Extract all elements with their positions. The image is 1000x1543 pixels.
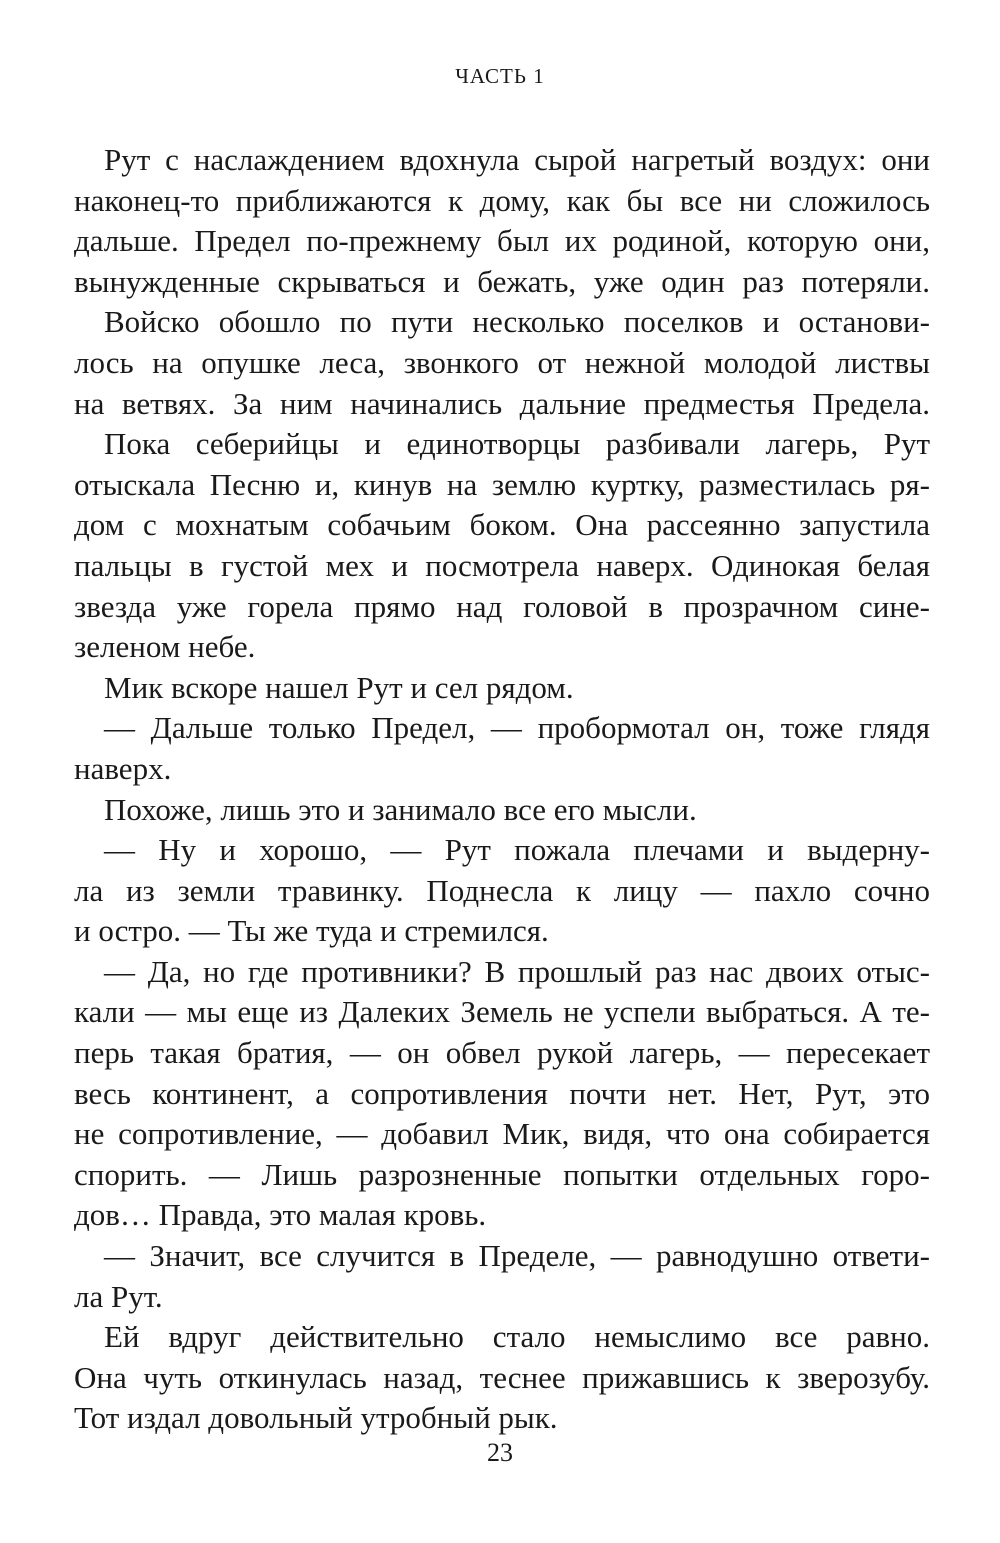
body-text [74, 140, 930, 1439]
running-header: ЧАСТЬ 1 [455, 64, 545, 88]
text-line: Похоже, лишь это и занимало все его мысли. [104, 791, 697, 827]
text-line: кали — мы еще из Далеких Земель не успели выбраться. А те- [74, 994, 930, 1030]
text-line: Рут с наслаждением вдохнула сырой нагретый воздух: они [104, 142, 930, 177]
text-line: на ветвях. За ним начинались дальние предместья Предела. [74, 385, 930, 421]
text-line: дов… Правда, это малая кровь. [74, 1197, 487, 1233]
page-number: 23 [487, 1438, 513, 1467]
text-line: и остро. — Ты же туда и стремился. [74, 913, 549, 949]
text-line: звезда уже горела прямо над головой в прозрачном сине- [74, 588, 930, 624]
text-line: Войско обошло по пути несколько поселков и останови- [104, 304, 930, 340]
text-line: вынужденные скрываться и бежать, уже один раз потеряли. [74, 263, 930, 299]
text-line: — Значит, все случится в Пределе, — равнодушно ответи- [104, 1238, 930, 1274]
text-line: — Да, но где противники? В прошлый раз нас двоих отыс- [104, 953, 930, 989]
text-line: ла Рут. [74, 1278, 163, 1314]
text-line: дом с мохнатым собачьим боком. Она рассеянно запустила [74, 507, 930, 543]
text-line: лось на опушке леса, звонкого от нежной молодой листвы [74, 344, 930, 380]
text-line: Она чуть откинулась назад, теснее прижавшись к зверозубу. [74, 1359, 930, 1395]
text-line: не сопротивление, — добавил Мик, видя, что она собирается [74, 1116, 930, 1152]
text-line: ла из земли травинку. Поднесла к лицу — пахло сочно [74, 872, 930, 908]
text-line: дальше. Предел по-прежнему был их родиной, которую они, [74, 223, 930, 259]
text-line: отыскала Песню и, кинув на землю куртку, разместилась ря- [74, 466, 930, 502]
text-line: зеленом небе. [74, 629, 256, 665]
text-line: — Дальше только Предел, — пробормотал он, тоже глядя [104, 710, 930, 746]
text-line: весь континент, а сопротивления почти нет. Нет, Рут, это [74, 1075, 930, 1111]
text-line: пальцы в густой мех и посмотрела наверх. Одинокая белая [74, 547, 930, 583]
text-line: Тот издал довольный утробный рык. [74, 1400, 558, 1436]
text-line: Ей вдруг действительно стало немыслимо все равно. [104, 1319, 930, 1355]
text-line: перь такая братия, — он обвел рукой лагерь, — пересекает [74, 1035, 930, 1071]
text-line: Пока себерийцы и единотворцы разбивали лагерь, Рут [104, 426, 930, 462]
text-line: Мик вскоре нашел Рут и сел рядом. [104, 669, 574, 705]
text-line: наверх. [74, 750, 172, 786]
text-line: спорить. — Лишь разрозненные попытки отдельных горо- [74, 1156, 930, 1192]
text-line: — Ну и хорошо, — Рут пожала плечами и выдерну- [104, 832, 930, 868]
text-line: наконец-то приближаются к дому, как бы все ни сложилось [74, 182, 930, 218]
